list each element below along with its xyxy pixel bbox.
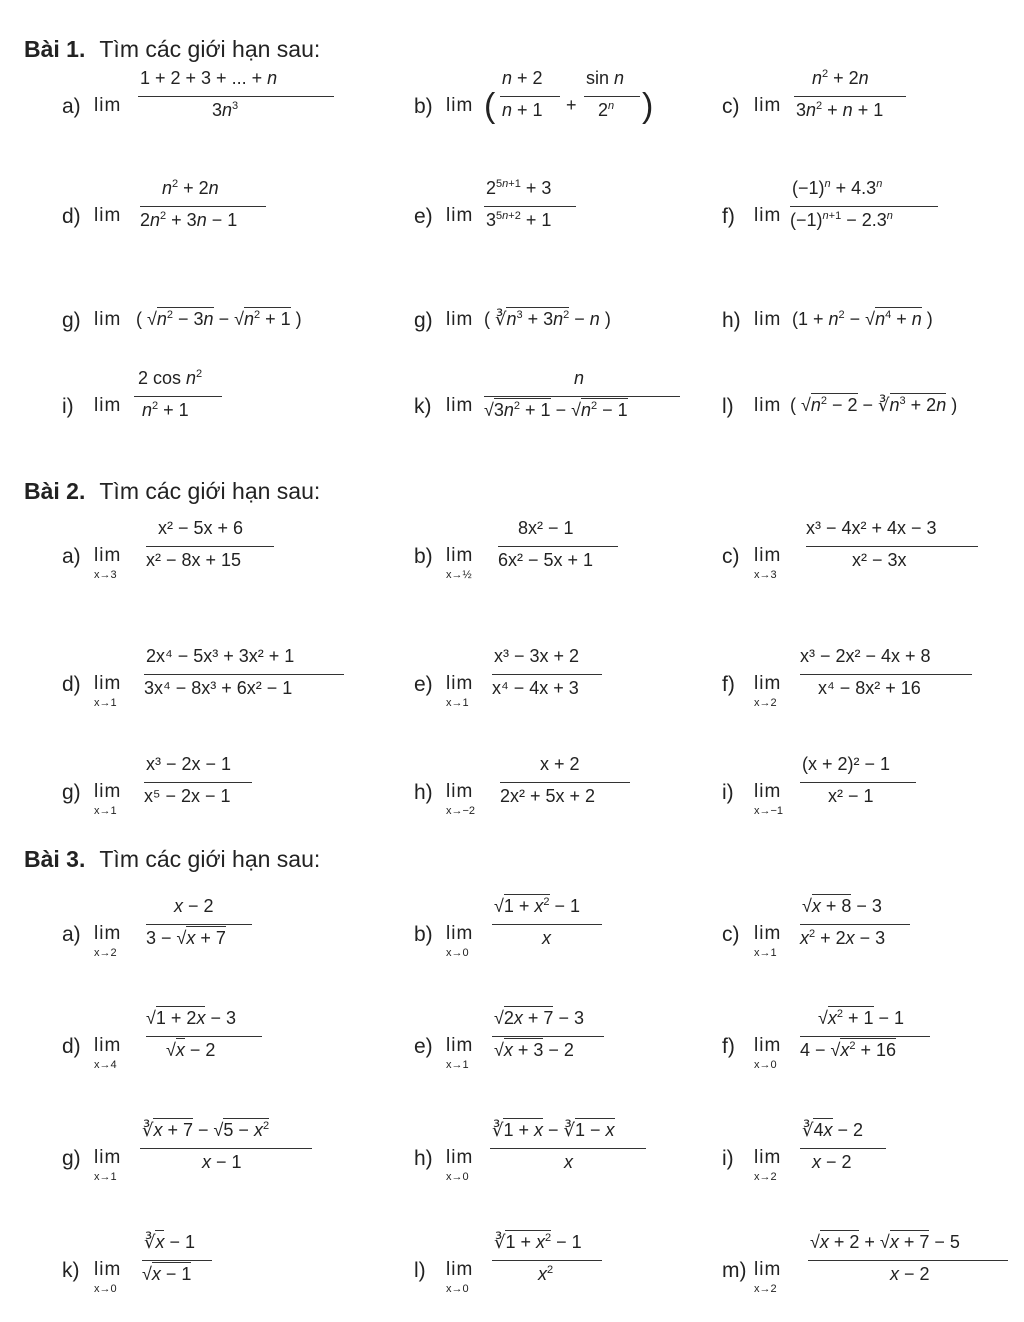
problem-3f: f) lim x→0 $√x^2 + 1 - 1$ $4 - √x^2 + 16$ [722, 1008, 962, 1088]
problem-1c: c) lim $n^2 + 2n$ $3n^2 + n + 1$ [722, 68, 922, 148]
section-title-2: Bài 2. Tìm các giới hạn sau: [24, 478, 321, 504]
problem-2g: g) lim x→1 x³ − 2x − 1 x⁵ − 2x − 1 [62, 754, 292, 834]
problem-1g1: g) lim ( $√n^2 - 3n - √n^2 + 1$ ) [62, 309, 302, 332]
problem-2a: a) lim x→3 x² − 5x + 6 x² − 8x + 15 [62, 518, 292, 598]
problem-1l: l) lim ( $√n^2 - 2$ − $∛n^3 + 2n$ ) [722, 395, 958, 418]
problem-1f: f) lim $(-1)^n + 4.3^n$ $(-1)^{n+1} - 2.3^n$ [722, 178, 962, 258]
problem-1e: e) lim $2^{5n+1} + 3$ $3^{5n+2} + 1$ [414, 178, 614, 258]
problem-2i: i) lim x→−1 (x + 2)² − 1 x² − 1 [722, 754, 922, 834]
problem-3e: e) lim x→1 √2x + 7 − 3 √x + 3 − 2 [414, 1008, 634, 1088]
problem-3l: l) lim x→0 ∛1 + $x^2 - 1$ $x^2$ [414, 1232, 634, 1312]
problem-2b: b) lim x→½ 8x² − 1 6x² − 5x + 1 [414, 518, 634, 598]
problem-1i: i) lim 2 $\cos n^2$ $n^2 + 1$ [62, 368, 262, 448]
problem-2c: c) lim x→3 x³ − 4x² + 4x − 3 x² − 3x [722, 518, 992, 598]
section-title-3: Bài 3. Tìm các giới hạn sau: [24, 846, 321, 872]
problem-3i: i) lim x→2 ∛4x − 2 x − 2 [722, 1120, 922, 1200]
problem-1b: b) lim ( n + 2 n + 1 + sin n 2$^n$ ) [414, 68, 654, 125]
problem-3h: h) lim x→0 ∛1 + x − ∛1 − x x [414, 1120, 674, 1200]
problem-1a: a) lim 1 + 2 + 3 + ... + n $3n^3$ [62, 68, 362, 148]
problem-3d: d) lim x→4 √1 + 2x − 3 √x − 2 [62, 1008, 282, 1088]
problem-3c: c) lim x→1 √x + 8 − 3 $x^2 + 2x - 3$ [722, 896, 942, 976]
problem-3b: b) lim x→0 $√1 + x^2 - 1$ x [414, 896, 634, 976]
problem-1k: k) lim n $√3n^2 + 1 - √n^2 - 1$ [414, 368, 694, 448]
problem-1h: h) lim ($1 + n^2 - √n^4 + n$ ) [722, 309, 933, 332]
problem-3g: g) lim x→1 ∛x + $7 - √5 - x^2$ x − 1 [62, 1120, 332, 1200]
problem-3a: a) lim x→2 x − 2 3 − √x + 7 [62, 896, 282, 976]
problem-2e: e) lim x→1 x³ − 3x + 2 x⁴ − 4x + 3 [414, 646, 634, 726]
problem-2h: h) lim x→−2 x + 2 2x² + 5x + 2 [414, 754, 654, 834]
problem-3m: m) lim x→2 √x + 2 + √x + 7 − 5 x − 2 [722, 1232, 1012, 1312]
problem-3k: k) lim x→0 ∛x − 1 √x − 1 [62, 1232, 262, 1312]
problem-2d: d) lim x→1 2x⁴ − 5x³ + 3x² + 1 3x⁴ − 8x³ + 6x² − 1 [62, 646, 362, 726]
problem-2f: f) lim x→2 x³ − 2x² − 4x + 8 x⁴ − 8x² + 16 [722, 646, 992, 726]
problem-1g2: g) lim ( $∛n^3 + 3n^2 - n$ ) [414, 309, 611, 332]
problem-1d: d) lim $n^2 + 2n$ $2n^2 + 3n - 1$ [62, 178, 292, 258]
section-title-1: Bài 1. Tìm các giới hạn sau: [24, 36, 321, 62]
